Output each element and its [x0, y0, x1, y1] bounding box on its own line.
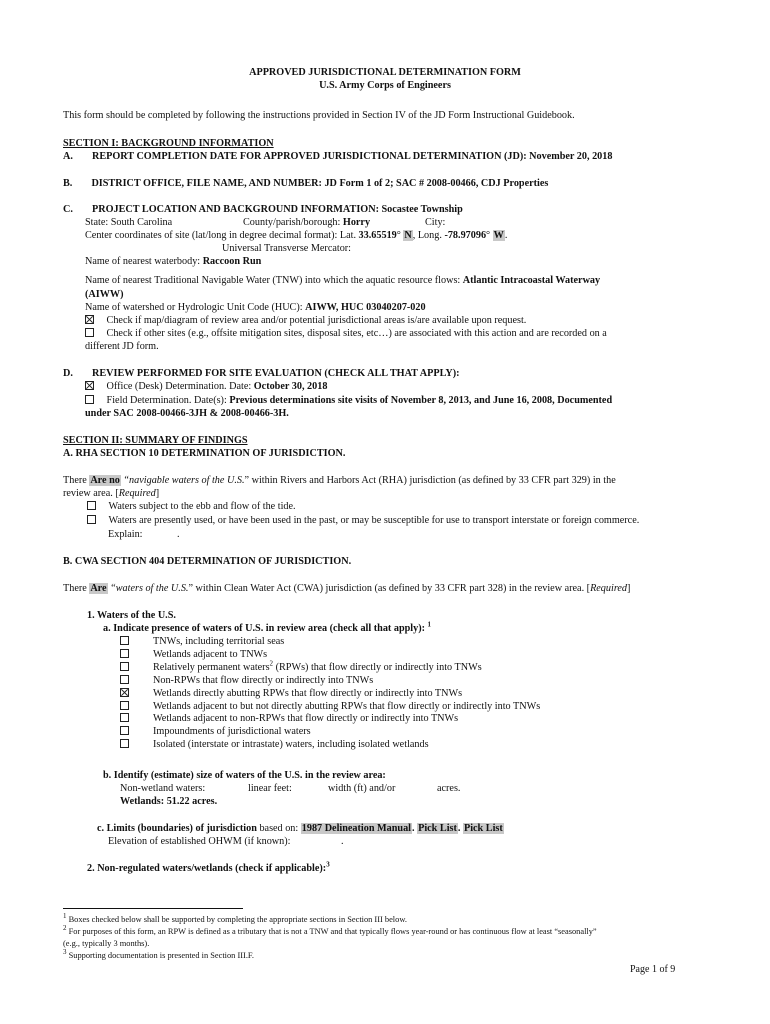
wetlands-acreage: Wetlands: 51.22 acres.	[120, 796, 218, 807]
item-d-label: REVIEW PERFORMED FOR SITE EVALUATION (CHECK ALL THAT APPLY):	[92, 368, 460, 379]
latitude-value: 33.65519	[358, 230, 397, 241]
waterbody-line	[85, 256, 261, 269]
checklist-label: Impoundments of jurisdictional waters	[153, 726, 311, 738]
footnote-text: Boxes checked below shall be supported by completing the appropriate sections in Section III below.	[68, 915, 407, 924]
presence-label: a. Indicate presence of waters of U.S. in review area (check all that apply):	[103, 623, 425, 634]
waterbody-label: Name of nearest waterbody:	[85, 256, 201, 267]
nonwetland-label: Non-wetland waters:	[120, 783, 206, 794]
commerce-row	[87, 515, 639, 528]
checklist-label: TNWs, including territorial seas	[153, 636, 285, 647]
footnote-1	[63, 912, 407, 926]
item-c-label: PROJECT LOCATION AND BACKGROUND INFORMATION:	[92, 204, 379, 215]
field-determination-dates-cont: under SAC 2008-00466-3JH & 2008-00466-3H.	[85, 408, 289, 419]
cwa-end: ]	[627, 583, 631, 594]
tnw-value: Atlantic Intracoastal Waterway	[462, 275, 601, 286]
project-location: Socastee Township	[381, 204, 463, 215]
footnote-2-cont: (e.g., typically 3 months).	[63, 939, 150, 948]
checklist-item	[120, 688, 540, 701]
limits-line: c. Limits (boundaries) of jurisdiction based on: 1987 Delineation Manual. Pick List. Pick List	[97, 823, 503, 834]
checklist-item	[120, 659, 540, 675]
acres-label: acres.	[437, 783, 461, 794]
delineation-manual-select[interactable]: 1987 Delineation Manual	[301, 823, 412, 834]
rha-explain-end: .	[177, 529, 180, 540]
field-determination-dates: Previous determinations site visits of November 8, 2013, and June 16, 2008, Documented	[229, 395, 613, 406]
map-check-row	[85, 315, 526, 328]
other-sites-label-cont: different JD form.	[85, 341, 159, 352]
footnote-text: For purposes of this form, an RPW is defined as a tributary that is not a TNW and that typically flows year-round or has continuous flow at least “seasonally”	[68, 927, 597, 936]
longitude-value: -78.97096	[444, 230, 487, 241]
latitude-direction: N	[404, 230, 412, 241]
limits-heading: c. Limits (boundaries) of jurisdiction	[97, 823, 257, 834]
footnote-divider	[63, 908, 243, 909]
checkbox-rpws[interactable]	[120, 662, 129, 671]
nonregulated-heading	[87, 860, 330, 876]
item-a-letter: A.	[63, 151, 73, 162]
nonregulated-footnote-ref: 3	[326, 860, 330, 869]
width-label: width (ft) and/or	[328, 783, 396, 794]
footnote-3	[63, 948, 255, 962]
tidal-waters-checkbox[interactable]	[87, 501, 96, 510]
tidal-waters-label: Waters subject to the ebb and flow of the tide.	[108, 501, 296, 512]
item-d-letter: D.	[63, 368, 73, 379]
checklist-item	[120, 701, 540, 714]
waters-heading: 1. Waters of the U.S.	[87, 610, 176, 621]
longitude-direction: W	[493, 230, 504, 241]
utm-label: Universal Transverse Mercator:	[222, 243, 352, 254]
cwa-determination[interactable]: Are	[90, 583, 107, 594]
rpw-footnote-ref: 2	[269, 659, 274, 668]
county-field	[243, 217, 370, 230]
cwa-post: ” within Clean Water Act (CWA) jurisdiction (as defined by 33 CFR part 328) in the review area. [	[188, 583, 591, 594]
office-determination-label: Office (Desk) Determination. Date:	[106, 381, 252, 392]
city-label: City:	[425, 217, 446, 228]
cwa-required: Required	[590, 583, 628, 594]
item-d	[63, 368, 460, 381]
map-check-label: Check if map/diagram of review area and/or potential jurisdictional areas is/are available upon request.	[106, 315, 527, 326]
other-sites-row	[85, 328, 607, 341]
commerce-waters-checkbox[interactable]	[87, 515, 96, 524]
item-b-label: DISTRICT OFFICE, FILE NAME, AND NUMBER:	[91, 178, 322, 189]
section1-heading: SECTION I: BACKGROUND INFORMATION	[63, 138, 274, 149]
footnote-2	[63, 924, 597, 938]
footnote-text: Supporting documentation is presented in Section III.F.	[68, 951, 255, 960]
waterbody-value: Raccoon Run	[202, 256, 262, 267]
checkbox-tnws[interactable]	[120, 636, 129, 645]
item-b-letter: B.	[63, 178, 73, 189]
office-determination-row	[85, 381, 327, 394]
checklist-label: Relatively permanent waters	[153, 661, 270, 673]
pick-list-1[interactable]: Pick List	[418, 823, 457, 834]
checkbox-wetlands-adjacent-tnws[interactable]	[120, 649, 129, 658]
section2-heading: SECTION II: SUMMARY OF FINDINGS	[63, 435, 248, 446]
rha-italic: “navigable waters of the U.S.	[123, 475, 245, 486]
checkbox-wetlands-adjacent-non-rpws[interactable]	[120, 713, 129, 722]
ohwm-label: Elevation of established OHWM (if known):	[108, 836, 291, 847]
huc-value: AIWW, HUC 03040207-020	[305, 302, 426, 313]
rha-line2-post: ]	[155, 488, 160, 499]
ohwm-end: .	[341, 836, 344, 847]
limits-based: based on:	[256, 823, 301, 834]
rha-explain-label: Explain:	[108, 529, 143, 540]
linear-feet-label: linear feet:	[248, 783, 292, 794]
item-a	[63, 151, 612, 164]
item-b	[63, 178, 548, 191]
office-determination-checkbox[interactable]	[85, 381, 94, 390]
footnote-number: 2	[63, 924, 67, 933]
cwa-italic: “waters of the U.S.	[110, 583, 189, 594]
checklist-item	[120, 739, 540, 752]
footnote-number: 3	[63, 948, 67, 957]
county-label: County/parish/borough:	[243, 217, 341, 228]
map-available-checkbox[interactable]	[85, 315, 94, 324]
checklist-item	[120, 675, 540, 688]
other-sites-label: Check if other sites (e.g., offsite mitigation sites, disposal sites, etc…) are associated with this action and are recorded on a	[106, 328, 607, 339]
checklist-item	[120, 726, 540, 739]
state-field: State: South Carolina	[85, 217, 173, 228]
waters-checklist	[120, 636, 540, 752]
checkbox-wetlands-abutting-rpws[interactable]	[120, 688, 129, 697]
huc-label: Name of watershed or Hydrologic Unit Code (HUC):	[85, 302, 303, 313]
cwa-pre: There	[63, 583, 87, 594]
checklist-label-rest: (RPWs) that flow directly or indirectly into TNWs	[273, 661, 482, 673]
field-determination-checkbox[interactable]	[85, 395, 94, 404]
cwa-statement	[63, 583, 630, 596]
form-subtitle: U.S. Army Corps of Engineers	[319, 80, 451, 91]
field-determination-row	[85, 395, 612, 408]
commerce-waters-label: Waters are presently used, or have been used in the past, or may be susceptible for use to transport interstate or foreign commerce.	[108, 515, 640, 526]
tidal-row	[87, 501, 296, 514]
rha-pre: There	[63, 475, 87, 486]
checklist-item	[120, 649, 540, 662]
checklist-item	[120, 636, 540, 649]
field-determination-label: Field Determination. Date(s):	[106, 395, 227, 406]
rha-statement	[63, 475, 616, 488]
checklist-label: Wetlands adjacent to but not directly abutting RPWs that flow directly or indirectly into TNWs	[153, 700, 541, 712]
huc-line	[85, 302, 426, 315]
checklist-label: Isolated (interstate or intrastate) waters, including isolated wetlands	[153, 739, 429, 751]
coordinates-line: Center coordinates of site (lat/long in degree decimal format): Lat. 33.65519° N, Long. -78.97096° W.	[85, 230, 508, 241]
cwa-heading: B. CWA SECTION 404 DETERMINATION OF JURISDICTION.	[63, 556, 352, 567]
item-c-letter: C.	[63, 204, 73, 215]
tnw-label: Name of nearest Traditional Navigable Water (TNW) into which the aquatic resource flows:	[85, 275, 461, 286]
item-a-label: REPORT COMPLETION DATE FOR APPROVED JURISDICTIONAL DETERMINATION (JD):	[92, 151, 527, 162]
district-file: JD Form 1 of 2; SAC # 2008-00466, CDJ Properties	[324, 178, 549, 189]
checklist-label: Non-RPWs that flow directly or indirectly into TNWs	[153, 674, 374, 686]
checkbox-isolated-waters[interactable]	[120, 739, 129, 748]
checklist-label: Wetlands adjacent to TNWs	[153, 648, 268, 660]
rha-line2-pre: review area. [	[63, 488, 119, 499]
size-heading: b. Identify (estimate) size of waters of the U.S. in the review area:	[103, 770, 386, 781]
rha-determination[interactable]: Are no	[90, 475, 120, 486]
presence-footnote-ref: 1	[427, 620, 432, 629]
checkbox-wetlands-adjacent-rpws[interactable]	[120, 701, 129, 710]
intro-text: This form should be completed by following the instructions provided in Section IV of the JD Form Instructional Guidebook.	[63, 110, 575, 121]
other-sites-checkbox[interactable]	[85, 328, 94, 337]
presence-heading	[103, 620, 432, 636]
rha-required: Required	[118, 488, 156, 499]
rha-post: ” within Rivers and Harbors Act (RHA) jurisdiction (as defined by 33 CFR part 329) in the	[244, 475, 616, 486]
county-value: Horry	[342, 217, 371, 228]
checkbox-impoundments[interactable]	[120, 726, 129, 735]
tnw-line	[85, 275, 600, 288]
rha-heading: A. RHA SECTION 10 DETERMINATION OF JURISDICTION.	[63, 448, 346, 459]
checklist-item	[120, 713, 540, 726]
nonregulated-label: 2. Non-regulated waters/wetlands (check if applicable):	[87, 863, 327, 874]
checklist-label: Wetlands directly abutting RPWs that flow directly or indirectly into TNWs	[153, 687, 463, 699]
coords-label: Center coordinates of site (lat/long in degree decimal format): Lat.	[85, 230, 356, 241]
page-number: Page 1 of 9	[630, 964, 676, 975]
pick-list-2[interactable]: Pick List	[463, 823, 503, 834]
tnw-value-cont: (AIWW)	[85, 289, 124, 300]
footnote-number: 1	[63, 912, 67, 921]
long-label: , Long.	[412, 230, 442, 241]
rha-statement-cont	[63, 488, 159, 501]
office-determination-date: October 30, 2018	[253, 381, 328, 392]
checklist-label: Wetlands adjacent to non-RPWs that flow directly or indirectly into TNWs	[153, 713, 459, 725]
report-date: November 20, 2018	[529, 151, 613, 162]
item-c	[63, 204, 463, 217]
checkbox-non-rpws[interactable]	[120, 675, 129, 684]
form-title: APPROVED JURISDICTIONAL DETERMINATION FORM	[249, 67, 521, 78]
